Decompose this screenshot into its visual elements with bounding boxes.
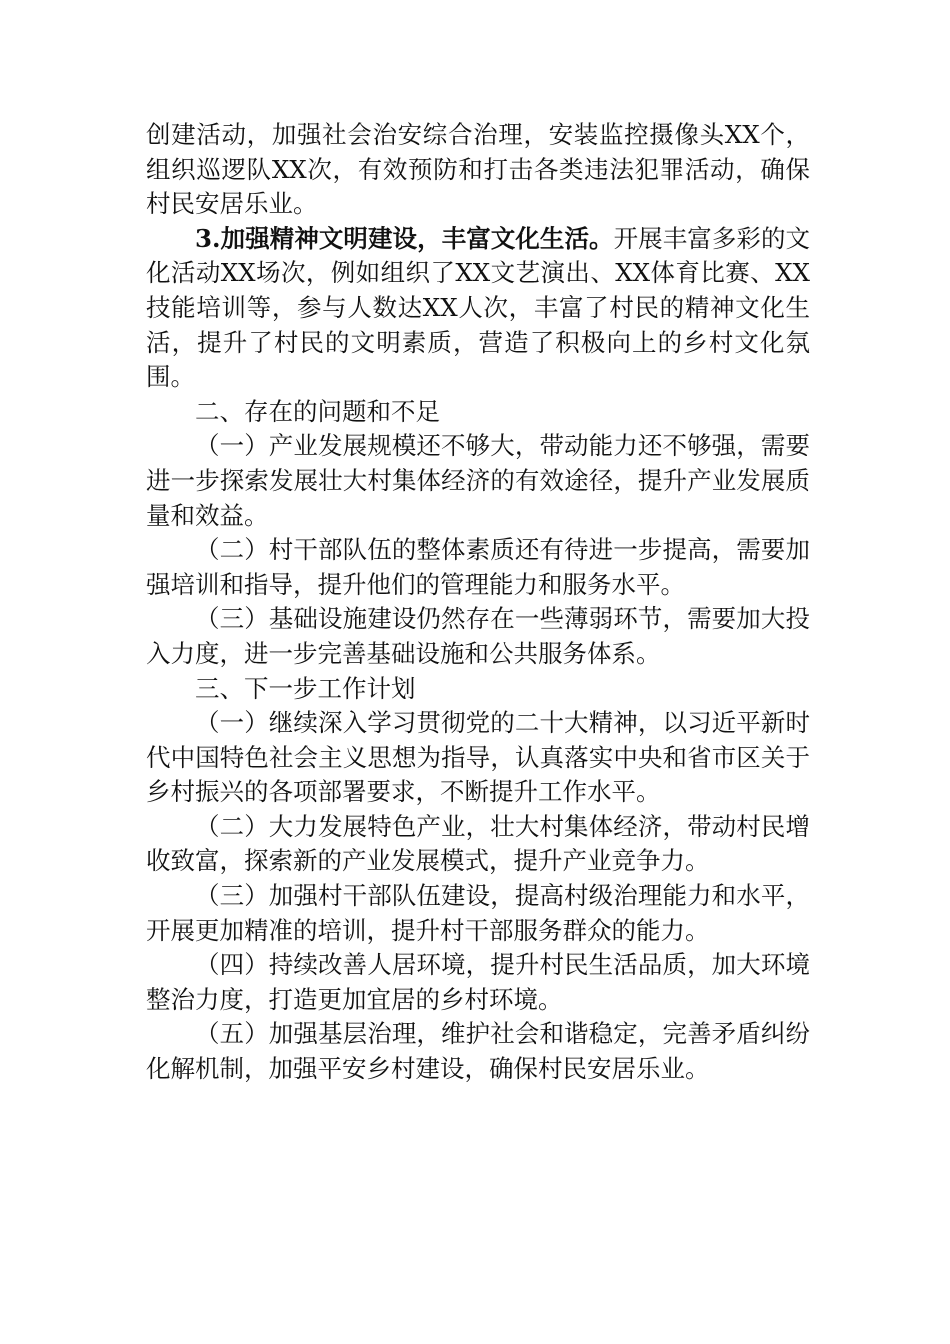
plan-item-1: （一）继续深入学习贯彻党的二十大精神，以习近平新时代中国特色社会主义思想为指导，认真落实中央和省市区关于乡村振兴的各项部署要求，不断提升工作水平。 bbox=[146, 708, 810, 807]
plan-item-2: （二）大力发展特色产业，壮大村集体经济，带动村民增收致富，探索新的产业发展模式，提升产业竞争力。 bbox=[146, 811, 810, 876]
paragraph-culture-heading: 3.加强精神文明建设，丰富文化生活。 bbox=[195, 223, 614, 253]
problem-item-2: （二）村干部队伍的整体素质还有待进一步提高，需要加强培训和指导，提升他们的管理能力和服务水平。 bbox=[146, 535, 810, 599]
plan-item-5: （五）加强基层治理，维护社会和谐稳定，完善矛盾纠纷化解机制，加强平安乡村建设，确保村民安居乐业。 bbox=[146, 1019, 810, 1084]
document-body bbox=[146, 118, 810, 1087]
paragraph-culture-text: 开展丰富多彩的文化活动XX场次，例如组织了XX文艺演出、XX体育比赛、XX技能培训等，参与人数达XX人次，丰富了村民的精神文化生活，提升了村民的文明素质，营造了积极向上的乡村文化氛围。 bbox=[146, 223, 811, 392]
paragraph-culture bbox=[146, 222, 810, 395]
section-heading-plans: 三、下一步工作计划 bbox=[195, 673, 416, 703]
problem-item-3: （三）基础设施建设仍然存在一些薄弱环节，需要加大投入力度，进一步完善基础设施和公共服务体系。 bbox=[146, 604, 810, 668]
plan-item-4: （四）持续改善人居环境，提升村民生活品质，加大环境整治力度，打造更加宜居的乡村环境。 bbox=[146, 950, 810, 1014]
paragraph-security: 创建活动，加强社会治安综合治理，安装监控摄像头XX个，组织巡逻队XX次，有效预防和打击各类违法犯罪活动，确保村民安居乐业。 bbox=[146, 120, 810, 219]
problem-item-1: （一）产业发展规模还不够大，带动能力还不够强，需要进一步探索发展壮大村集体经济的有效途径，提升产业发展质量和效益。 bbox=[146, 431, 810, 530]
plan-item-3: （三）加强村干部队伍建设，提高村级治理能力和水平，开展更加精准的培训，提升村干部服务群众的能力。 bbox=[146, 881, 810, 945]
section-heading-problems: 二、存在的问题和不足 bbox=[195, 396, 440, 426]
